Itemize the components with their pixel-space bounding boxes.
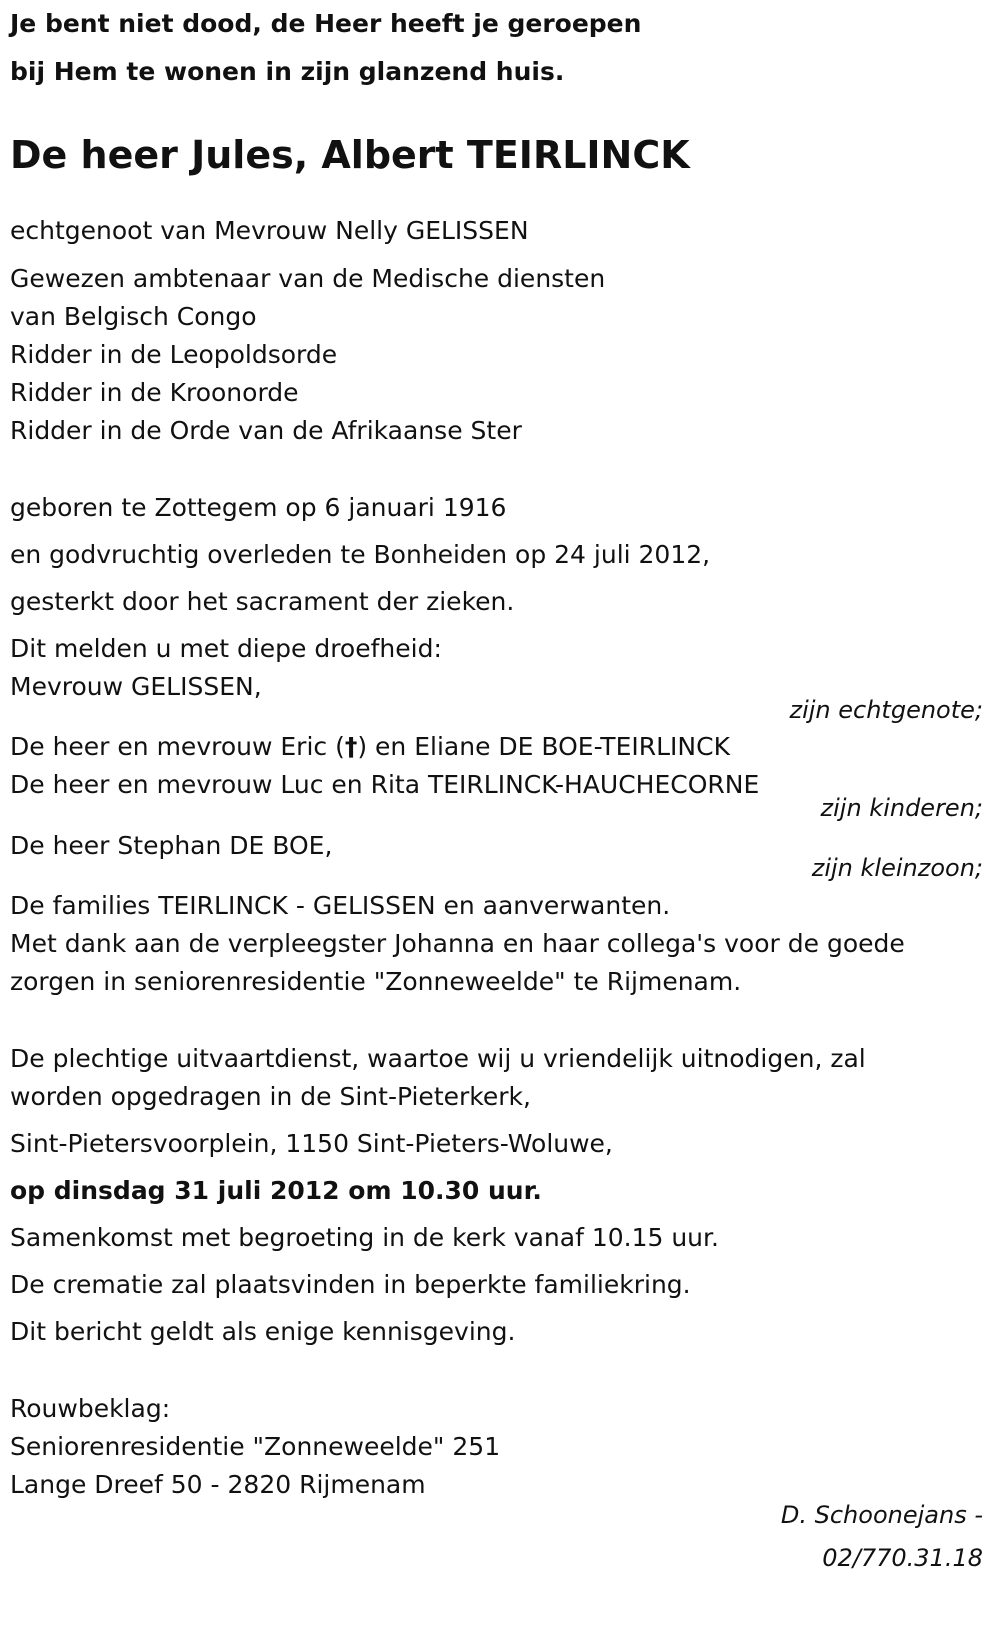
funeral-line-1: De plechtige uitvaartdienst, waartoe wij u vriendelijk uitnodigen, zal bbox=[10, 1044, 866, 1073]
title-line-4: Ridder in de Kroonorde bbox=[10, 378, 299, 407]
verse-line-2: bij Hem te wonen in zijn glanzend huis. bbox=[10, 57, 565, 86]
funeral-datetime: op dinsdag 31 juli 2012 om 10.30 uur. bbox=[10, 1176, 542, 1205]
thanks-line-2: zorgen in seniorenresidentie "Zonneweelde" te Rijmenam. bbox=[10, 967, 742, 996]
spouse-line: echtgenoot van Mevrouw Nelly GELISSEN bbox=[10, 216, 529, 245]
born-line: geboren te Zottegem op 6 januari 1916 bbox=[10, 493, 507, 522]
title-line-1: Gewezen ambtenaar van de Medische diensten bbox=[10, 264, 606, 293]
children-role: zijn kinderen; bbox=[820, 794, 983, 822]
cross-icon: † bbox=[344, 732, 358, 761]
notice-line: Dit bericht geldt als enige kennisgeving. bbox=[10, 1317, 516, 1346]
families-line: De families TEIRLINCK - GELISSEN en aanverwanten. bbox=[10, 891, 671, 920]
grandson-line: De heer Stephan DE BOE, bbox=[10, 831, 333, 860]
child-1-suffix: ) en Eliane DE BOE-TEIRLINCK bbox=[357, 732, 730, 761]
funeral-line-2: worden opgedragen in de Sint-Pieterkerk, bbox=[10, 1082, 531, 1111]
child-line-1 bbox=[10, 727, 730, 767]
widow-role: zijn echtgenote; bbox=[789, 696, 983, 724]
thanks-line-1: Met dank aan de verpleegster Johanna en haar collega's voor de goede bbox=[10, 929, 905, 958]
died-line: en godvruchtig overleden te Bonheiden op 24 juli 2012, bbox=[10, 540, 711, 569]
cremation-line: De crematie zal plaatsvinden in beperkte familiekring. bbox=[10, 1270, 691, 1299]
verse-line-1: Je bent niet dood, de Heer heeft je geroepen bbox=[10, 9, 642, 38]
deceased-name: De heer Jules, Albert TEIRLINCK bbox=[10, 133, 690, 177]
undertaker-name: D. Schoonejans - bbox=[780, 1501, 983, 1529]
widow-line: Mevrouw GELISSEN, bbox=[10, 672, 262, 701]
condolences-line-2: Lange Dreef 50 - 2820 Rijmenam bbox=[10, 1470, 426, 1499]
child-line-2: De heer en mevrouw Luc en Rita TEIRLINCK-HAUCHECORNE bbox=[10, 770, 760, 799]
condolences-line-1: Seniorenresidentie "Zonneweelde" 251 bbox=[10, 1432, 501, 1461]
gathering-line: Samenkomst met begroeting in de kerk vanaf 10.15 uur. bbox=[10, 1223, 719, 1252]
title-line-2: van Belgisch Congo bbox=[10, 302, 257, 331]
sacrament-line: gesterkt door het sacrament der zieken. bbox=[10, 587, 515, 616]
funeral-address: Sint-Pietersvoorplein, 1150 Sint-Pieters-Woluwe, bbox=[10, 1129, 613, 1158]
condolences-label: Rouwbeklag: bbox=[10, 1394, 171, 1423]
grandson-role: zijn kleinzoon; bbox=[811, 854, 983, 882]
title-line-3: Ridder in de Leopoldsorde bbox=[10, 340, 338, 369]
child-1-prefix: De heer en mevrouw Eric ( bbox=[10, 732, 345, 761]
undertaker-phone: 02/770.31.18 bbox=[822, 1544, 983, 1572]
title-line-5: Ridder in de Orde van de Afrikaanse Ster bbox=[10, 416, 522, 445]
announcers-intro: Dit melden u met diepe droefheid: bbox=[10, 634, 442, 663]
